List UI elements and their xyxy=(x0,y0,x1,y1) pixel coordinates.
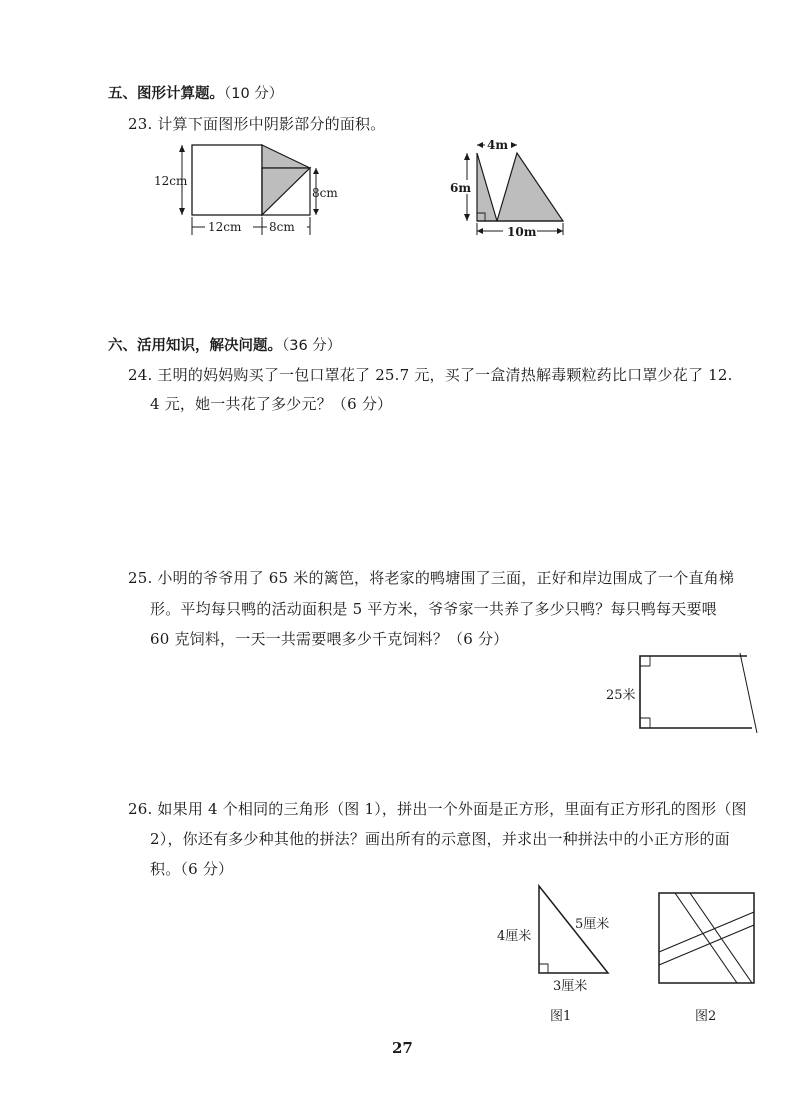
label-3cm: 3厘米 xyxy=(553,979,588,994)
arrow-head xyxy=(464,153,470,160)
arrow-head xyxy=(477,228,483,234)
q26-figure1 xyxy=(495,880,625,1030)
right-angle-mark-bottom xyxy=(640,718,650,728)
label-left-12cm: 12cm xyxy=(154,174,188,188)
right-angle-mark-top xyxy=(640,656,650,666)
q26-line3: 积。（6 分） xyxy=(150,860,234,878)
page-number: 27 xyxy=(392,1039,413,1057)
arrow-head xyxy=(557,228,563,234)
section5-points: （10 分） xyxy=(224,86,284,102)
shaded-triangle-top xyxy=(262,145,310,168)
q26-line1: 26. 如果用 4 个相同的三角形（图 1），拼出一个外面是正方形，里面有正方形孔的图形（图 xyxy=(128,800,747,818)
caption-fig2: 图2 xyxy=(695,1009,717,1024)
q25-line2: 形。平均每只鸭的活动面积是 5 平方米，爷爷家一共养了多少只鸭？每只鸭每天要喂 xyxy=(150,600,717,618)
section6-heading xyxy=(108,339,341,354)
cross-line xyxy=(675,893,737,983)
arrow-head xyxy=(313,168,319,174)
label-4cm: 4厘米 xyxy=(497,929,532,944)
arrow-head xyxy=(179,208,185,215)
q23-figure1 xyxy=(150,135,370,245)
q25-line1: 25. 小明的爷爷用了 65 米的篱笆，将老家的鸭塘围了三面，正好和岸边围成了一个直角梯 xyxy=(128,569,735,587)
section5-heading-text: 五、图形计算题。 xyxy=(108,86,224,102)
label-25m: 25米 xyxy=(606,688,636,703)
shore-line xyxy=(740,653,757,733)
shaded-triangle-right xyxy=(497,153,563,221)
section6-heading-text: 六、活用知识，解决问题。 xyxy=(108,338,282,354)
arrow-head xyxy=(477,142,483,148)
arrow-head xyxy=(313,209,319,215)
q26-line2: 2），你还有多少种其他的拼法？画出所有的示意图，并求出一种拼法中的小正方形的面 xyxy=(150,830,730,848)
q25-line3: 60 克饲料，一天一共需要喂多少千克饲料？（6 分） xyxy=(150,630,509,648)
q24-line2: 4 元，她一共花了多少元？（6 分） xyxy=(150,395,393,413)
caption-fig1: 图1 xyxy=(550,1009,572,1024)
label-right-8cm: 8cm xyxy=(312,186,338,200)
label-bottom-8cm: 8cm xyxy=(269,220,295,234)
arrow-head xyxy=(464,214,470,221)
square xyxy=(192,145,262,215)
arrow-head xyxy=(511,142,517,148)
cross-line xyxy=(690,893,752,983)
label-left-6m: 6m xyxy=(450,181,472,195)
shaded-triangle-left xyxy=(477,153,497,221)
trapezoid-fence xyxy=(640,656,752,728)
cross-line xyxy=(659,912,754,952)
label-bottom-10m: 10m xyxy=(507,225,537,239)
label-5cm: 5厘米 xyxy=(575,917,610,932)
section5-heading xyxy=(108,87,283,102)
arrow-head xyxy=(179,145,185,152)
q23-figure2 xyxy=(445,135,585,245)
q23-text: 23. 计算下面图形中阴影部分的面积。 xyxy=(128,115,386,133)
label-bottom-12cm: 12cm xyxy=(208,220,242,234)
right-angle-mark xyxy=(539,964,548,973)
q25-figure xyxy=(600,650,770,740)
q24-line1: 24. 王明的妈妈购买了一包口罩花了 25.7 元，买了一盒清热解毒颗粒药比口罩少花了 12. xyxy=(128,366,733,384)
section6-points: （36 分） xyxy=(282,338,342,354)
q26-figure2 xyxy=(655,888,765,1030)
cross-line xyxy=(659,925,754,965)
label-top-4m: 4m xyxy=(487,138,509,152)
